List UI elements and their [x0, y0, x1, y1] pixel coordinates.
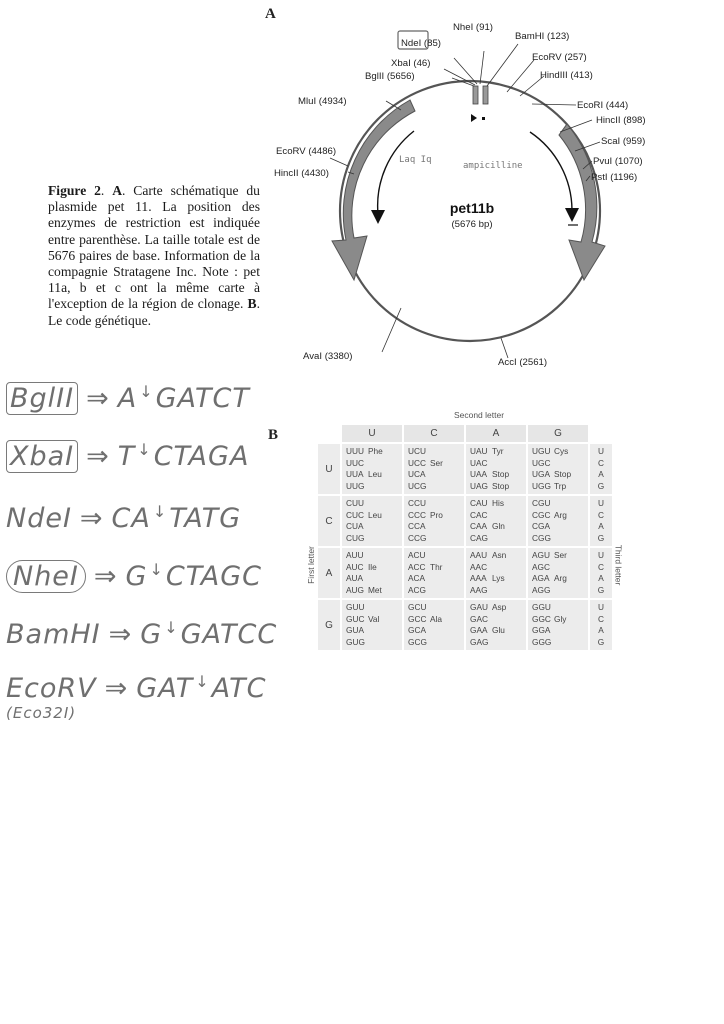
codon: UUG — [346, 480, 365, 491]
codon: UUA — [346, 469, 364, 479]
third-letter: C — [598, 509, 604, 520]
amino-acid: Lys — [492, 573, 505, 583]
site-bglii: BglII (5656) — [365, 71, 415, 82]
site-bamhi: BamHI (123) — [515, 31, 570, 42]
site-ecori: EcoRI (444) — [577, 100, 629, 111]
codon: CGA — [532, 521, 550, 531]
ampicillin-label: ampicilline — [463, 161, 523, 171]
panel-b-letter: B — [268, 427, 279, 443]
codon: GUA — [346, 625, 364, 635]
amino-acid: Cys — [554, 446, 569, 456]
codon-cell — [528, 548, 588, 598]
third-letter: C — [598, 613, 604, 624]
genetic-code-table — [305, 410, 624, 652]
amino-acid — [554, 533, 584, 545]
codon: AUA — [346, 573, 364, 583]
codon: AAG — [470, 584, 488, 595]
amino-acid — [430, 498, 460, 510]
lacIq-inner-arrow — [378, 131, 414, 214]
codon: CUU — [346, 498, 364, 508]
hw-suffix: CTAGC — [165, 561, 262, 592]
codon: UCA — [408, 469, 426, 479]
codon-cell — [528, 600, 588, 650]
site-acci: AccI (2561) — [498, 357, 548, 368]
codon-cell — [404, 496, 464, 546]
handwritten-ndei — [6, 502, 241, 534]
hw-enzyme: BamHI — [6, 619, 101, 650]
lacIq-arrow — [332, 100, 415, 280]
codon-row — [318, 444, 612, 494]
codon-cell — [404, 444, 464, 494]
amino-acid: Pro — [430, 509, 443, 520]
codon: GCG — [408, 636, 427, 647]
amino-acid: Ser — [430, 457, 443, 468]
third-letter: G — [597, 532, 605, 543]
codon: GUU — [346, 602, 365, 612]
handwritten-ecorv — [6, 672, 266, 704]
third-letter: U — [598, 602, 604, 612]
amino-acid — [492, 562, 522, 574]
amino-acid — [368, 637, 398, 649]
figure-caption: Figure 2. A. Carte schématique du plasmide pet 11. La position des enzymes de restriction est indiquée entre parenthèse. La taille totale est de 5676 paires de base. Information de la compagnie Stratagene Inc. Note : pet 11a, b et c ont la même carte à l'exception de la région de clonage. B. Le code génétique. — [48, 183, 260, 328]
codon: GUG — [346, 636, 365, 647]
third-letter: G — [597, 584, 605, 595]
corner-cell — [590, 425, 612, 442]
amino-acid — [430, 637, 460, 649]
hw-prefix: GAT — [136, 673, 194, 704]
plasmid-name: pet11b — [449, 200, 495, 216]
site-hincii-898: HincII (898) — [596, 115, 646, 126]
codon: GUC — [346, 613, 365, 624]
amino-acid: Ala — [430, 613, 442, 624]
cut-arrow-icon: ↓ — [152, 502, 168, 521]
codon: CGU — [532, 498, 551, 508]
amino-acid — [430, 533, 460, 545]
codon: UGC — [532, 457, 551, 468]
amino-acid: Asn — [492, 550, 507, 560]
amino-acid — [368, 458, 398, 470]
amino-acid: Val — [368, 613, 380, 624]
amino-acid: Ile — [368, 561, 377, 572]
codon-cell — [528, 496, 588, 546]
amino-acid: Stop — [554, 469, 572, 479]
hw-suffix: CTAGA — [153, 441, 250, 472]
codon-cell — [466, 600, 526, 650]
amino-acid: Arg — [554, 573, 567, 583]
hw-arrow-icon: ⇒ — [93, 561, 118, 592]
codon: GGG — [532, 636, 552, 647]
codon: GAC — [470, 613, 488, 624]
codon: AAA — [470, 573, 487, 583]
site-ndei: NdeI (85) — [401, 38, 441, 49]
codon: CCU — [408, 498, 426, 508]
codon: CUC — [346, 509, 364, 520]
site-scai: ScaI (959) — [601, 136, 646, 147]
codon: CGC — [532, 509, 551, 520]
amino-acid: Gly — [554, 613, 567, 624]
codon: AUC — [346, 561, 364, 572]
hw-suffix: GATCC — [180, 619, 278, 650]
handwritten-bglii — [6, 382, 250, 414]
codon: CCC — [408, 509, 426, 520]
codon-cell — [466, 496, 526, 546]
cut-arrow-icon: ↓ — [149, 560, 164, 579]
codon-cell — [342, 600, 402, 650]
codon: GCC — [408, 613, 427, 624]
handwritten-nhei — [6, 560, 262, 592]
amino-acid: Stop — [492, 469, 510, 479]
codon: UAU — [470, 446, 488, 456]
codon-cell — [466, 444, 526, 494]
third-letter: U — [598, 550, 604, 560]
amino-acid — [368, 481, 398, 493]
amino-acid — [430, 625, 460, 637]
amino-acid: Gln — [492, 521, 505, 531]
ampicillin-arrow — [559, 124, 605, 280]
codon: AAU — [470, 550, 488, 560]
codon: UCC — [408, 457, 426, 468]
codon: ACA — [408, 573, 426, 583]
site-ecorv-4486: EcoRV (4486) — [276, 146, 337, 157]
site-ecorv-257: EcoRV (257) — [532, 52, 587, 63]
lacIq-inner-arrowhead — [371, 210, 385, 224]
cloning-site-block-1 — [473, 86, 478, 104]
first-letter-cell: A — [318, 548, 340, 598]
hw-enzyme: NheI — [6, 560, 86, 593]
second-letter-title: Second letter — [453, 410, 505, 420]
amino-acid: Leu — [368, 469, 382, 479]
amino-acid — [554, 498, 584, 510]
cut-arrow-icon: ↓ — [139, 382, 154, 401]
third-letter: A — [598, 521, 604, 531]
amino-acid — [368, 602, 398, 614]
hw-prefix: G — [140, 619, 163, 650]
amino-acid — [492, 458, 522, 470]
codon: AGA — [532, 573, 550, 583]
site-hindiii: HindIII (413) — [540, 70, 593, 81]
hw-suffix: ATC — [211, 673, 267, 704]
amino-acid: Ser — [554, 550, 567, 560]
amino-acid — [554, 585, 584, 597]
codon: UCG — [408, 480, 427, 491]
codon: ACC — [408, 561, 426, 572]
caption-b-label: B — [247, 296, 257, 312]
amp-inner-arrowhead — [565, 208, 579, 222]
codon: GCU — [408, 602, 427, 612]
amino-acid — [368, 625, 398, 637]
header-second-c: C — [404, 425, 464, 442]
caption-a-label: A — [112, 183, 123, 198]
amino-acid — [368, 521, 398, 533]
amino-acid — [554, 637, 584, 649]
site-xbai: XbaI (46) — [391, 58, 431, 69]
header-second-g: G — [528, 425, 588, 442]
third-letter: A — [598, 625, 604, 635]
codon-cell — [404, 548, 464, 598]
cloning-site-block-2 — [483, 86, 488, 104]
third-letter-cell — [590, 444, 612, 494]
codon-cell — [342, 444, 402, 494]
codon: GGU — [532, 602, 551, 612]
first-letter-label: First letter — [305, 546, 316, 584]
codon: UAA — [470, 469, 488, 479]
amino-acid — [430, 573, 460, 585]
caption-b-text: Le code génétique. — [48, 312, 152, 328]
cut-arrow-icon: ↓ — [137, 440, 152, 459]
codon: GGC — [532, 613, 551, 624]
hw-enzyme: EcoRV — [6, 673, 97, 704]
site-nhei: NheI (91) — [453, 22, 493, 33]
amino-acid: Trp — [554, 480, 567, 491]
hw-suffix: GATCT — [155, 383, 250, 414]
hw-arrow-icon: ⇒ — [104, 673, 129, 704]
amino-acid — [554, 602, 584, 614]
hw-prefix: T — [117, 441, 136, 472]
codon: CCG — [408, 532, 427, 543]
third-letter: U — [598, 498, 604, 508]
codon: CAC — [470, 509, 488, 520]
amino-acid — [368, 573, 398, 585]
site-avai: AvaI (3380) — [303, 351, 353, 362]
codon: CCA — [408, 521, 426, 531]
amino-acid: Met — [368, 584, 382, 595]
codon-cell — [404, 600, 464, 650]
codon: UGU — [532, 446, 551, 456]
amino-acid: Thr — [430, 561, 443, 572]
amino-acid — [492, 533, 522, 545]
rbs-marker — [482, 117, 485, 120]
third-letter-cell — [590, 496, 612, 546]
third-letter-cell — [590, 548, 612, 598]
codon: AUU — [346, 550, 364, 560]
header-second-a: A — [466, 425, 526, 442]
amino-acid — [492, 510, 522, 522]
amino-acid — [492, 614, 522, 626]
amino-acid — [368, 550, 398, 562]
codon: CGG — [532, 532, 551, 543]
codon: UUU — [346, 446, 364, 456]
codon: GAU — [470, 602, 488, 612]
hw-arrow-icon: ⇒ — [108, 619, 133, 650]
amino-acid: Arg — [554, 509, 567, 520]
hw-enzyme: NdeI — [6, 503, 72, 534]
amino-acid — [430, 550, 460, 562]
third-letter: G — [597, 480, 605, 491]
codon: CAU — [470, 498, 488, 508]
amino-acid — [368, 533, 398, 545]
site-pvui: PvuI (1070) — [593, 156, 643, 167]
third-letter-cell — [590, 600, 612, 650]
codon: ACU — [408, 550, 426, 560]
codon-cell — [466, 548, 526, 598]
codon-cell — [342, 548, 402, 598]
codon-row — [318, 548, 612, 598]
third-letter: A — [598, 573, 604, 583]
codon-cell — [342, 496, 402, 546]
cut-arrow-icon: ↓ — [195, 672, 210, 691]
codon: CUG — [346, 532, 365, 543]
hw-arrow-icon: ⇒ — [86, 441, 110, 472]
hw-prefix: CA — [111, 503, 151, 534]
codon-grid — [316, 423, 614, 652]
amino-acid — [430, 602, 460, 614]
amino-acid — [492, 637, 522, 649]
amino-acid — [430, 521, 460, 533]
codon: CAA — [470, 521, 488, 531]
first-letter-cell: U — [318, 444, 340, 494]
codon: UGA — [532, 469, 550, 479]
codon: AUG — [346, 584, 364, 595]
amino-acid: Asp — [492, 602, 507, 612]
third-letter: U — [598, 446, 604, 456]
amino-acid — [554, 458, 584, 470]
amino-acid: Leu — [368, 509, 382, 520]
third-letter-label: Third letter — [613, 544, 624, 586]
codon: UGG — [532, 480, 551, 491]
codon: AGU — [532, 550, 550, 560]
hw-prefix: A — [117, 383, 138, 414]
codon: GAA — [470, 625, 488, 635]
codon: AAC — [470, 561, 488, 572]
codon: AGG — [532, 584, 551, 595]
amino-acid — [492, 585, 522, 597]
codon-row — [318, 496, 612, 546]
first-letter-cell: C — [318, 496, 340, 546]
codon-cell — [528, 444, 588, 494]
amino-acid — [430, 469, 460, 481]
codon: UAG — [470, 480, 488, 491]
site-hincii-4430: HincII (4430) — [274, 168, 329, 179]
amino-acid — [554, 521, 584, 533]
codon: UAC — [470, 457, 488, 468]
third-letter: C — [598, 561, 604, 572]
header-second-u: U — [342, 425, 402, 442]
third-letter: C — [598, 457, 604, 468]
amino-acid: Glu — [492, 625, 505, 635]
hw-suffix: TATG — [169, 503, 242, 534]
handwritten-xbai — [6, 440, 249, 472]
codon: GCA — [408, 625, 426, 635]
amino-acid — [554, 625, 584, 637]
third-letter: G — [597, 636, 605, 647]
amino-acid — [430, 481, 460, 493]
hw-arrow-icon: ⇒ — [79, 503, 104, 534]
codon: GAG — [470, 636, 489, 647]
hw-enzyme: XbaI — [6, 440, 78, 473]
plasmid-size: (5676 bp) — [451, 219, 493, 230]
codon: UCU — [408, 446, 426, 456]
site-psti: PstI (1196) — [591, 172, 638, 183]
handwritten-eco32i-note: (Eco32I) — [6, 704, 77, 722]
amino-acid: Tyr — [492, 446, 504, 456]
first-letter-cell: G — [318, 600, 340, 650]
amino-acid: His — [492, 498, 504, 508]
corner-cell — [318, 425, 340, 442]
hw-enzyme: BglII — [6, 382, 78, 415]
figure-label: Figure 2 — [48, 183, 101, 198]
amino-acid — [554, 562, 584, 574]
cut-arrow-icon: ↓ — [164, 618, 179, 637]
codon: CAG — [470, 532, 488, 543]
caption-a-text: Carte schématique du plasmide pet 11. La position des enzymes de restriction est indiquée entre parenthèse. La taille totale est de 5676 paires de base. Information de la compagnie Stratagene Inc. Note : pet 11a, b et c ont la même carte à l'exception de la région de clonage. — [48, 183, 260, 312]
third-letter: A — [598, 469, 604, 479]
amino-acid: Phe — [368, 446, 383, 456]
site-mlui: MluI (4934) — [298, 96, 347, 107]
codon: AGC — [532, 561, 550, 572]
plasmid-map — [270, 14, 670, 384]
amino-acid: Stop — [492, 480, 510, 491]
hw-prefix: G — [125, 561, 148, 592]
panel-a-letter: A — [265, 6, 276, 22]
codon: GGA — [532, 625, 551, 635]
amino-acid — [368, 498, 398, 510]
codon: ACG — [408, 584, 426, 595]
hw-arrow-icon: ⇒ — [86, 383, 110, 414]
t7-promoter-marker — [471, 114, 477, 122]
codon: UUC — [346, 457, 364, 468]
codon-row — [318, 600, 612, 650]
codon: CUA — [346, 521, 364, 531]
amino-acid — [430, 446, 460, 458]
lacIq-label: Laq Iq — [399, 155, 432, 165]
handwritten-bamhi — [6, 618, 277, 650]
amino-acid — [430, 585, 460, 597]
